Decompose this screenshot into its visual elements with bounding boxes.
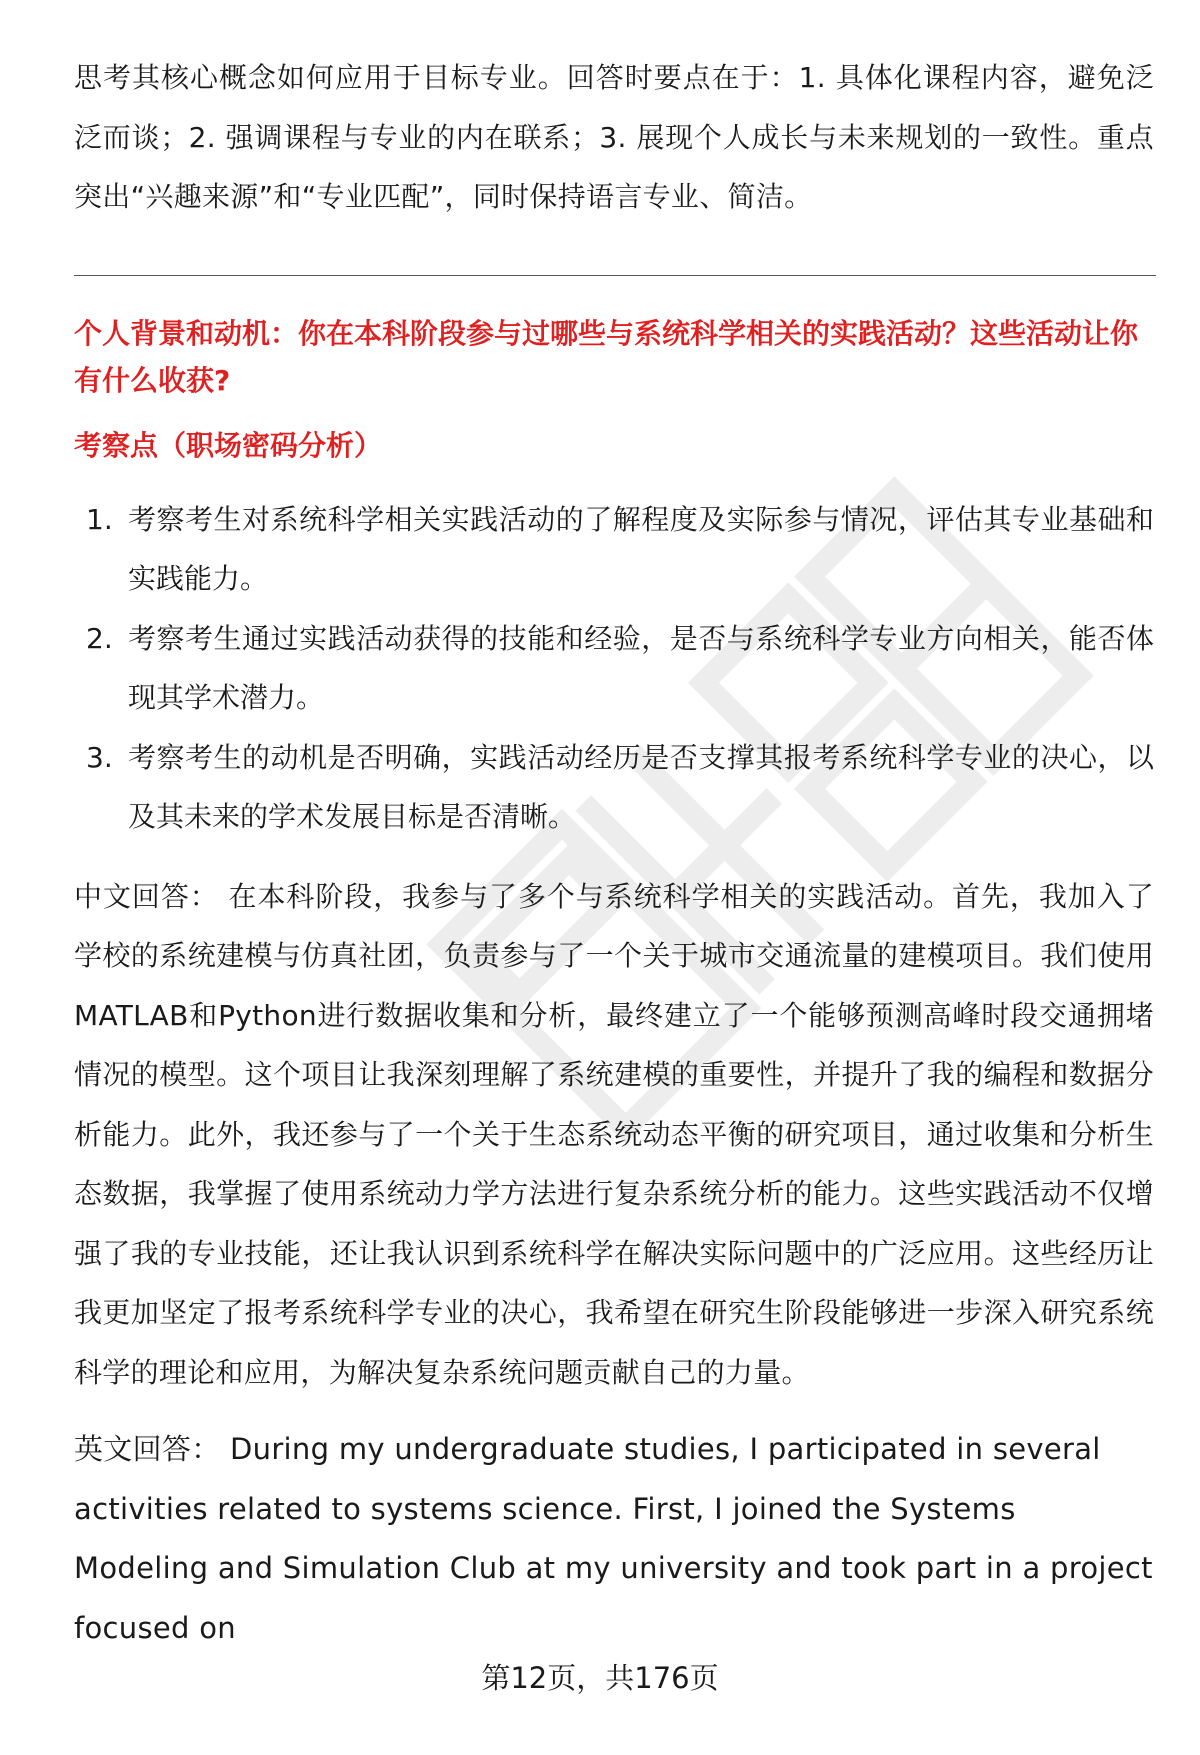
assessment-title: 考察点（职场密码分析）: [74, 428, 383, 462]
section-divider: [74, 275, 1156, 276]
content-area: [74, 48, 1154, 1658]
point-number: 2.: [86, 621, 113, 655]
chinese-answer: 中文回答： 在本科阶段，我参与了多个与系统科学相关的实践活动。首先，我加入了学校的系统建模与仿真社团，负责参与了一个关于城市交通流量的建模项目。我们使用MATLAB和Python进行数据收集和分析，最终建立了一个能够预测高峰时段交通拥堵情况的模型。这个项目让我深刻理解了系统建模的重要性，并提升了我的编程和数据分析能力。此外，我还参与了一个关于生态系统动态平衡的研究项目，通过收集和分析生态数据，我掌握了使用系统动力学方法进行复杂系统分析的能力。这些实践活动不仅增强了我的专业技能，还让我认识到系统科学在解决实际问题中的广泛应用。这些经历让我更加坚定了报考系统科学专业的决心，我希望在研究生阶段能够进一步深入研究系统科学的理论和应用，为解决复杂系统问题贡献自己的力量。: [74, 879, 1154, 1389]
point-text: 考察考生通过实践活动获得的技能和经验，是否与系统科学专业方向相关，能否体现其学术潜力。: [128, 621, 1154, 714]
question-heading: 个人背景和动机：你在本科阶段参与过哪些与系统科学相关的实践活动？这些活动让你有什么收获?: [74, 316, 1139, 397]
assessment-point: [74, 728, 1154, 847]
point-number: 1.: [86, 502, 113, 536]
point-text: 考察考生对系统科学相关实践活动的了解程度及实际参与情况，评估其专业基础和实践能力。: [128, 502, 1154, 595]
english-answer: 英文回答： During my undergraduate studies, I participated in several activities related to systems science. First, I joined the Systems Modeling and Simulation Club at my university and took part in a project focused on: [74, 1432, 1153, 1645]
intro-paragraph: 思考其核心概念如何应用于目标专业。回答时要点在于：1. 具体化课程内容，避免泛泛而谈；2. 强调课程与专业的内在联系；3. 展现个人成长与未来规划的一致性。重点突出“兴趣来源”和“专业匹配”，同时保持语言专业、简洁。: [74, 61, 1154, 213]
point-number: 3.: [86, 740, 113, 774]
page-footer: 第12页，共176页: [481, 1661, 719, 1695]
point-text: 考察考生的动机是否明确，实践活动经历是否支撑其报考系统科学专业的决心，以及其未来的学术发展目标是否清晰。: [128, 740, 1154, 833]
assessment-points-list: [74, 490, 1154, 847]
assessment-point: [74, 490, 1154, 609]
assessment-point: [74, 609, 1154, 728]
